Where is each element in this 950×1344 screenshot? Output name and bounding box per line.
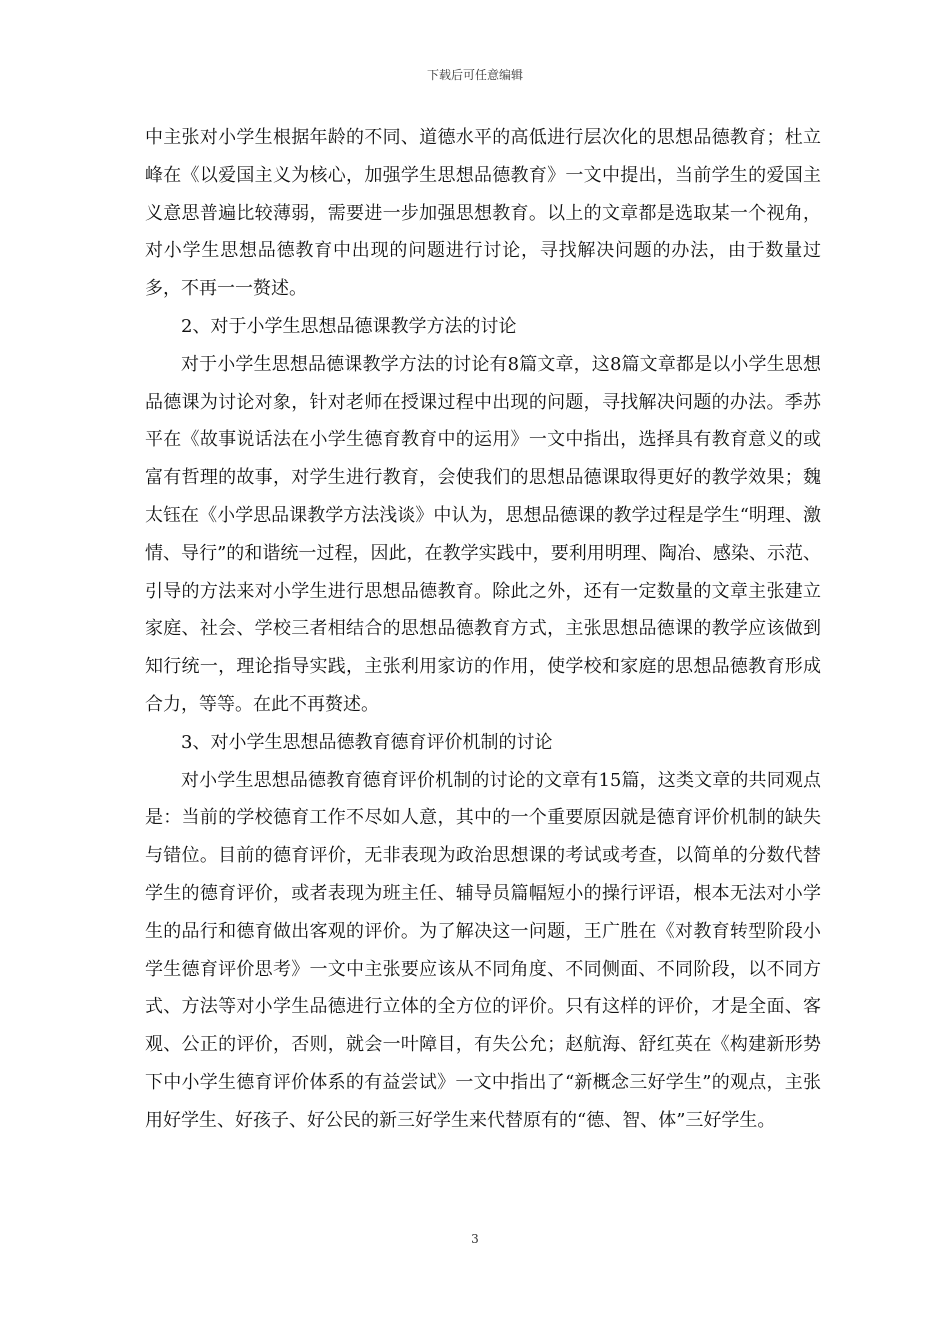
paragraph-teaching-methods: 对于小学生思想品德课教学方法的讨论有8篇文章，这8篇文章都是以小学生思想品德课为讨论对象，针对老师在授课过程中出现的问题，寻找解决问题的办法。季苏平在《故事说话法在小学生德育教育中的运用》一文中指出，选择具有教育意义的或富有哲理的故事，对学生进行教育，会使我们的思想品德课取得更好的教学效果；魏太钰在《小学思品课教学方法浅谈》中认为，思想品德课的教学过程是学生“明理、激情、导行”的和谐统一过程，因此，在教学实践中，要利用明理、陶冶、感染、示范、引导的方法来对小学生进行思想品德教育。除此之外，还有一定数量的文章主张建立家庭、社会、学校三者相结合的思想品德教育方式，主张思想品德课的教学应该做到知行统一，理论指导实践，主张利用家访的作用，使学校和家庭的思想品德教育形成合力，等等。在此不再赘述。: [145, 353, 821, 715]
page-header: 下载后可任意编辑: [426, 68, 523, 82]
paragraph-evaluation-mechanism: 对小学生思想品德教育德育评价机制的讨论的文章有15篇，这类文章的共同观点是：当前的学校德育工作不尽如人意，其中的一个重要原因就是德育评价机制的缺失与错位。目前的德育评价，无非表现为政治思想课的考试或考查，以简单的分数代替学生的德育评价，或者表现为班主任、辅导员篇幅短小的操行评语，根本无法对小学生的品行和德育做出客观的评价。为了解决这一问题，王广胜在《对教育转型阶段小学生德育评价思考》一文中主张要应该从不同角度、不同侧面、不同阶段，以不同方式、方法等对小学生品德进行立体的全方位的评价。只有这样的评价，才是全面、客观、公正的评价，否则，就会一叶障目，有失公允；赵航海、舒红英在《构建新形势下中小学生德育评价体系的有益尝试》一文中指出了“新概念三好学生”的观点，主张用好学生、好孩子、好公民的新三好学生来代替原有的“德、智、体”三好学生。: [145, 769, 821, 1131]
section-heading-3: 3、对小学生思想品德教育德育评价机制的讨论: [181, 731, 553, 753]
document-body: [145, 119, 821, 1140]
section-heading-2: 2、对于小学生思想品德课教学方法的讨论: [181, 315, 517, 337]
paragraph-continuation: 中主张对小学生根据年龄的不同、道德水平的高低进行层次化的思想品德教育；杜立峰在《以爱国主义为核心，加强学生思想品德教育》一文中提出，当前学生的爱国主义意思普遍比较薄弱，需要进一步加强思想教育。以上的文章都是选取某一个视角，对小学生思想品德教育中出现的问题进行讨论，寻找解决问题的办法，由于数量过多，不再一一赘述。: [145, 127, 821, 300]
page-number: 3: [471, 1232, 479, 1246]
